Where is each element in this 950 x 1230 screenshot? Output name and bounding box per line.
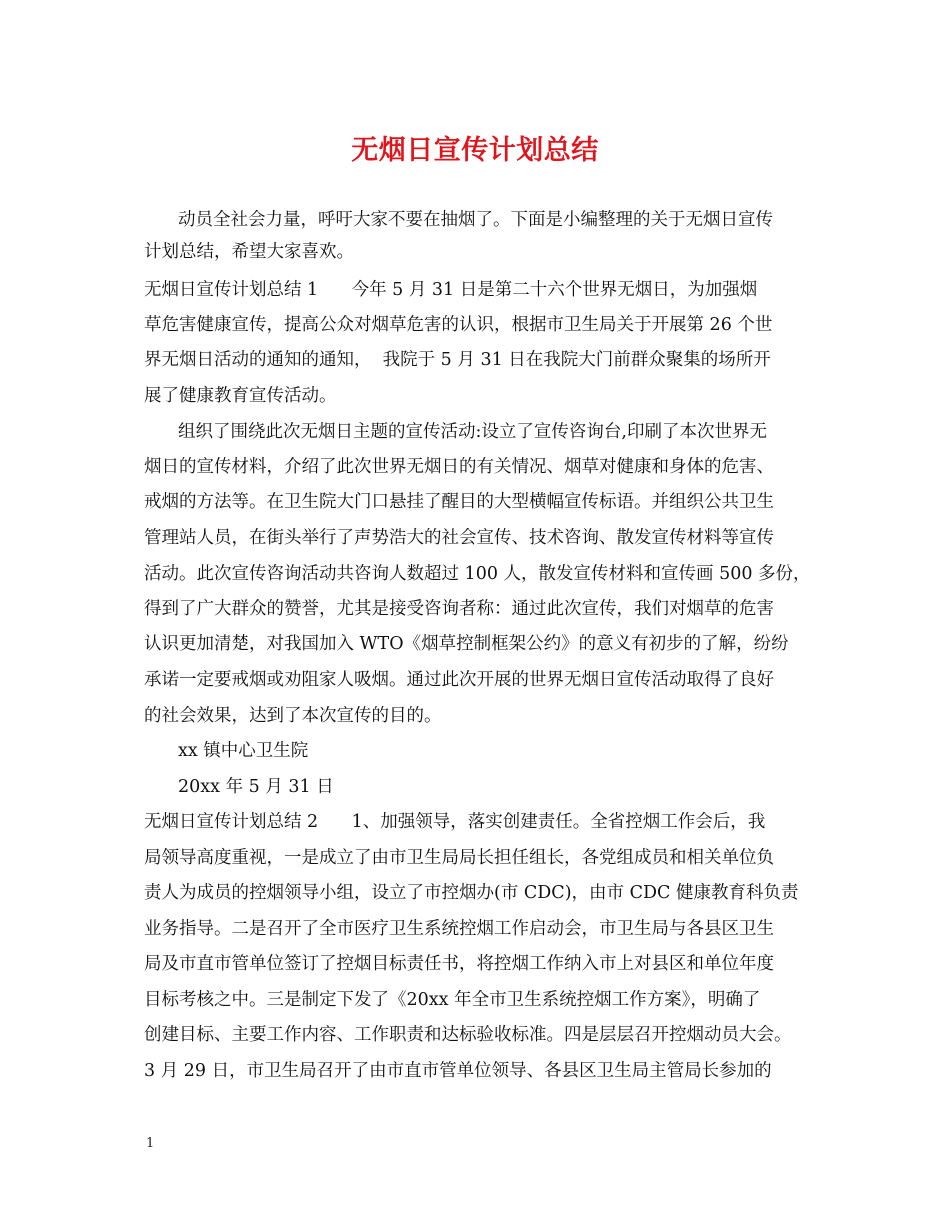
text-line: 烟日的宣传材料，介绍了此次世界无烟日的有关情况、烟草对健康和身体的危害、 (144, 457, 774, 477)
text-line: 戒烟的方法等。在卫生院大门口悬挂了醒目的大型横幅宣传标语。并组织公共卫生 (144, 492, 774, 512)
text-line: 承诺一定要戒烟或劝阻家人吸烟。通过此次开展的世界无烟日宣传活动取得了良好 (144, 670, 774, 690)
text-line: 界无烟日活动的通知的通知， 我院于 5 月 31 日在我院大门前群众聚集的场所开 (144, 350, 771, 370)
document-title: 无烟日宣传计划总结 (351, 135, 599, 166)
text-line: 动员全社会力量，呼吁大家不要在抽烟了。下面是小编整理的关于无烟日宣传 (178, 210, 773, 230)
text-line: 得到了广大群众的赞誉，尤其是接受咨询者称：通过此次宣传，我们对烟草的危害 (144, 599, 774, 619)
text-line: 计划总结，希望大家喜欢。 (144, 242, 354, 262)
text-line: 的社会效果，达到了本次宣传的目的。 (144, 706, 442, 726)
text-line: 展了健康教育宣传活动。 (144, 386, 337, 406)
text-line: 3 月 29 日，市卫生局召开了由市直市管单位领导、各县区卫生局主管局长参加的 (144, 1061, 772, 1081)
signature-organization: xx 镇中心卫生院 (178, 741, 309, 761)
text-line: 局领导高度重视，一是成立了由市卫生局局长担任组长，各党组成员和相关单位负 (144, 848, 774, 868)
text-line: 责人为成员的控烟领导小组，设立了市控烟办(市 CDC)，由市 CDC 健康教育科负责 (144, 883, 799, 903)
text-line: 无烟日宣传计划总结 1 今年 5 月 31 日是第二十六个世界无烟日，为加强烟 (144, 280, 758, 300)
page-number: 1 (146, 1136, 155, 1151)
text-line: 管理站人员，在街头举行了声势浩大的社会宣传、技术咨询、散发宣传材料等宣传 (144, 528, 774, 548)
text-line: 草危害健康宣传，提高公众对烟草危害的认识，根据市卫生局关于开展第 26 个世 (144, 315, 773, 335)
text-line: 无烟日宣传计划总结 2 1、加强领导，落实创建责任。全省控烟工作会后，我 (144, 812, 766, 832)
text-line: 目标考核之中。三是制定下发了《20xx 年全市卫生系统控烟工作方案》，明确了 (144, 990, 761, 1010)
signature-date: 20xx 年 5 月 31 日 (178, 777, 334, 797)
text-line: 组织了围绕此次无烟日主题的宣传活动:设立了宣传咨询台,印刷了本次世界无 (178, 422, 767, 442)
text-line: 活动。此次宣传咨询活动共咨询人数超过 100 人，散发宣传材料和宣传画 500 多份， (144, 564, 811, 584)
text-line: 认识更加清楚，对我国加入 WTO《烟草控制框架公约》的意义有初步的了解，纷纷 (144, 634, 789, 654)
text-line: 局及市直市管单位签订了控烟目标责任书，将控烟工作纳入市上对县区和单位年度 (144, 954, 774, 974)
text-line: 创建目标、主要工作内容、工作职责和达标验收标准。四是层层召开控烟动员大会。 (144, 1025, 792, 1045)
text-line: 业务指导。二是召开了全市医疗卫生系统控烟工作启动会，市卫生局与各县区卫生 (144, 919, 774, 939)
